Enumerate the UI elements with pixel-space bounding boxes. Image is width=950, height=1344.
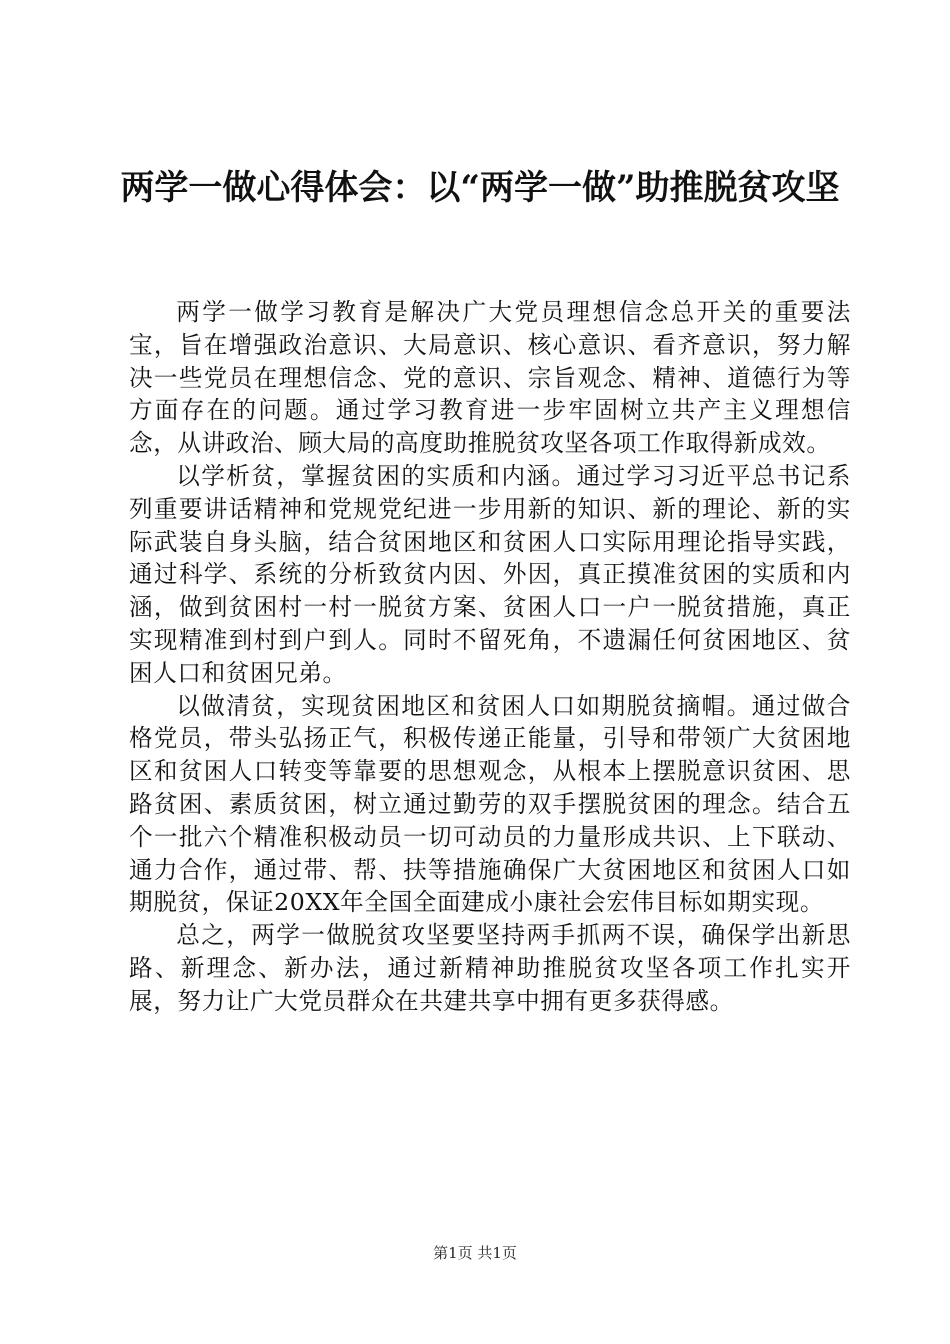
paragraph-study-poverty: 以学析贫，掌握贫困的实质和内涵。通过学习习近平总书记系列重要讲话精神和党规党纪进一步用新的知识、新的理论、新的实际武装自身头脑，结合贫困地区和贫困人口实际用理论指导实践，通过科学、系统的分析致贫内因、外因，真正摸准贫困的实质和内涵，做到贫困村一村一脱贫方案、贫困人口一户一脱贫措施，真正实现精准到村到户到人。同时不留死角，不遗漏任何贫困地区、贫困人口和贫困兄弟。 — [129, 461, 851, 687]
paragraph-intro: 两学一做学习教育是解决广大党员理想信念总开关的重要法宝，旨在增强政治意识、大局意识、核心意识、看齐意识，努力解决一些党员在理想信念、党的意识、宗旨观念、精神、道德行为等方面存在的问题。通过学习教育进一步牢固树立共产主义理想信念，从讲政治、顾大局的高度助推脱贫攻坚各项工作取得新成效。 — [129, 298, 851, 458]
paragraph-do-clear-poverty: 以做清贫，实现贫困地区和贫困人口如期脱贫摘帽。通过做合格党员，带头弘扬正气，积极传递正能量，引导和带领广大贫困地区和贫困人口转变等靠要的思想观念，从根本上摆脱意识贫困、思路贫困、素质贫困，树立通过勤劳的双手摆脱贫困的理念。结合五个一批六个精准积极动员一切可动员的力量形成共识、上下联动、通力合作，通过带、帮、扶等措施确保广大贫困地区和贫困人口如期脱贫，保证20XX年全国全面建成小康社会宏伟目标如期实现。 — [129, 691, 851, 917]
document-body — [129, 296, 851, 1018]
page-footer: 第1页 共1页 — [433, 1244, 517, 1262]
paragraph-conclusion: 总之，两学一做脱贫攻坚要坚持两手抓两不误，确保学出新思路、新理念、新办法，通过新精神助推脱贫攻坚各项工作扎实开展，努力让广大党员群众在共建共享中拥有更多获得感。 — [129, 921, 851, 1015]
document-title: 两学一做心得体会：以“两学一做”助推脱贫攻坚 — [120, 168, 840, 208]
